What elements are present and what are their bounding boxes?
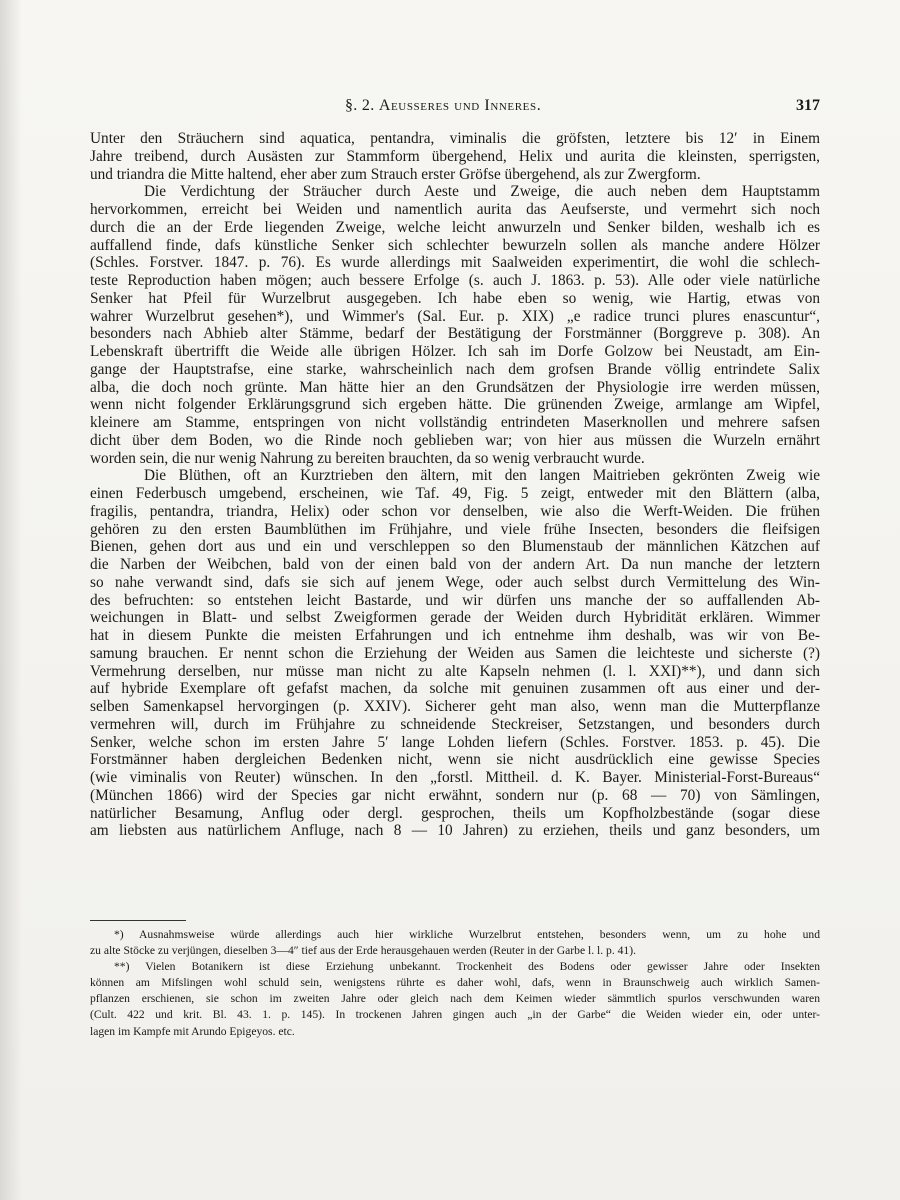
text-line: Vermehrung derselben, nur müsse man nicht zu alte Kapseln nehmen (l. l. XXI)**), und dann sich bbox=[90, 662, 820, 680]
text-line: worden sein, die nur wenig Nahrung zu bereiten brauchten, da so wenig verbraucht wurde. bbox=[90, 449, 645, 467]
footnotes bbox=[90, 920, 820, 1040]
text-line: am liebsten aus natürlichem Anfluge, nach 8 — 10 Jahren) zu erziehen, theils und ganz besonders, um bbox=[90, 822, 820, 840]
text-line: Jahre treibend, durch Ausästen zur Stammform übergehend, Helix und aurita die kleinsten, sperrigsten, bbox=[90, 147, 820, 165]
footnote-line: zu alte Stöcke zu verjüngen, dieselben 3—4″ tief aus der Erde herausgehauen werden (Reuter in der Garbe l. l. p. 41). bbox=[90, 944, 636, 958]
text-line: einen Federbusch umgebend, erscheinen, wie Taf. 49, Fig. 5 zeigt, entweder mit den Blättern (alba, bbox=[90, 485, 820, 502]
text-line: so nahe verwandt sind, dafs sie sich auf jenem Wege, oder auch selbst durch Vermittelung des Win- bbox=[90, 573, 820, 591]
text-line: Senker hat Pfeil für Wurzelbrut ausgegeben. Ich habe eben so wenig, wie Hartig, etwas von bbox=[90, 289, 820, 307]
text-line: weichungen in Blatt- und selbst Zweigformen gerade der Weiden durch Hybridität erklären. Wimmer bbox=[90, 609, 820, 627]
footnote-line: (Cult. 422 und krit. Bl. 43. 1. p. 145). In trockenen Jahren gingen auch „in der Garbe“ die Weiden wieder ein, oder unter- bbox=[90, 1008, 820, 1022]
text-line: hervorkommen, erreicht bei Weiden und namentlich aurita das Aeufserste, und vermehrt sich noch bbox=[90, 201, 820, 218]
text-line: Lebenskraft übertrifft die Weide alle übrigen Hölzer. Ich sah im Dorfe Golzow bei Neustadt, am Ein- bbox=[90, 343, 820, 360]
footnote-line: *) Ausnahmsweise würde allerdings auch hier wirkliche Wurzelbrut entstehen, besonders wenn, um zu hohe und bbox=[114, 928, 820, 941]
text-line: kleinere am Stamme, entspringen von nicht vollständig entrindeten Maserknollen und mehrere safsen bbox=[90, 414, 820, 431]
text-line: auffallend finde, dafs künstliche Senker sich schlechter bewurzeln sollen als manche andere Hölzer bbox=[90, 236, 820, 254]
text-line: dicht über dem Boden, wo die Rinde noch geblieben war; von hier aus müssen die Wurzeln ernährt bbox=[90, 431, 820, 449]
running-title bbox=[345, 97, 541, 115]
text-line: gange der Hauptstrafse, eine starke, wahrscheinlich nach dem grofsen Brande völlig entrindete Salix bbox=[90, 360, 820, 378]
text-line: durch die an der Erde liegenden Zweige, welche leicht anwurzeln und Senker bilden, weshalb ich es bbox=[90, 218, 820, 236]
text-line: Forstmänner haben dergleichen Bedenken nicht, wenn sie nicht ausdrücklich eine gewisse Species bbox=[90, 751, 820, 769]
text-line: natürlicher Besamung, Anflug oder dergl. gesprochen, theils um Kopfholzbestände (sogar diese bbox=[90, 804, 820, 822]
section-title: Aeusseres und Inneres. bbox=[378, 97, 542, 114]
text-line: teste Reproduction haben mögen; auch bessere Erfolge (s. auch J. 1863. p. 53). Alle oder viele natürliche bbox=[90, 272, 820, 289]
text-line: Bienen, gehen dort aus und ein und verschleppen so den Blumenstaub der männlichen Kätzchen auf bbox=[90, 538, 820, 556]
footnote-line: **) Vielen Botanikern ist diese Erziehung unbekannt. Trockenheit des Bodens oder gewisser Jahre oder Insekten bbox=[114, 960, 820, 974]
footnote-line: lagen im Kampfe mit Arundo Epigeyos. etc. bbox=[90, 1024, 295, 1038]
text-line: (Schles. Forstver. 1847. p. 76). Es wurde allerdings mit Saalweiden experimentirt, die wohl die schlech- bbox=[90, 254, 820, 272]
text-line: die Narben der Weibchen, bald von der einen bald von der andern Art. Da nun manche der letztern bbox=[90, 556, 820, 573]
page-gutter-shadow bbox=[0, 0, 22, 1200]
text-line: wahrer Wurzelbrut gesehen*), und Wimmer's (Sal. Eur. p. XIX) „e radice trunci plures enascuntur“, bbox=[90, 307, 820, 325]
text-line: vermehren will, durch im Frühjahre zu schneidende Steckreiser, Setzstangen, und besonders durch bbox=[90, 715, 820, 733]
text-line: Die Blüthen, oft an Kurztrieben den ältern, mit den langen Maitrieben gekrönten Zweig wie bbox=[144, 467, 820, 485]
text-line: (wie viminalis von Reuter) wünschen. In den „forstl. Mittheil. d. K. Bayer. Ministerial-Forst-Bureaus“ bbox=[90, 769, 820, 786]
page-number: 317 bbox=[796, 97, 820, 114]
footnote-rule bbox=[90, 920, 186, 921]
text-line: gehören zu den ersten Baumblüthen im Frühjahre, und viele frühe Insecten, besonders die fleifsigen bbox=[90, 520, 820, 538]
main-text bbox=[90, 130, 820, 840]
text-line: wenn nicht folgender Erklärungsgrund sich ergeben hätte. Die grünenden Zweige, armlange am Wipfel, bbox=[90, 396, 820, 414]
text-line: besonders nach Abhieb alter Stämme, bedarf der Bestätigung der Forstmänner (Borggreve p. 308). An bbox=[90, 325, 820, 343]
text-line: Die Verdichtung der Sträucher durch Aeste und Zweige, die auch neben dem Hauptstamm bbox=[144, 183, 820, 201]
text-line: fragilis, pentandra, triandra, Helix) oder schon vor denselben, wie also die Werft-Weiden. Die frühen bbox=[90, 502, 820, 520]
text-line: des befruchten: so entstehen leicht Bastarde, und wir dürfen uns manche der so auffallenden Ab- bbox=[90, 591, 820, 609]
text-line: auf hybride Exemplare oft gefafst machen, da solche mit genuinen zusammen oft aus einer und der- bbox=[90, 680, 820, 698]
footnote-line: pflanzen erschienen, sie schon im zweiten Jahre oder gleich nach dem Keimen wieder sämmtlich spurlos verschwunden waren bbox=[90, 992, 820, 1006]
text-line: selben Samenkapsel hervorgingen (p. XXIV). Sicherer geht man also, wenn man die Mutterpflanze bbox=[90, 698, 820, 715]
text-line: alba, die doch noch grünte. Man hätte hier an den Grundsätzen der Physiologie irre werden müssen, bbox=[90, 378, 820, 396]
text-line: (München 1866) wird der Species gar nicht erwähnt, sondern nur (p. 68 — 70) von Sämlingen, bbox=[90, 786, 820, 804]
text-line: Senker, welche schon im ersten Jahre 5′ lange Lohden liefern (Schles. Forstver. 1853. p. 45). Die bbox=[90, 733, 820, 751]
text-line: hat in diesem Punkte die meisten Erfahrungen und ich entnehme ihm deshalb, was wir von Be- bbox=[90, 627, 820, 644]
text-line: Unter den Sträuchern sind aquatica, pentandra, viminalis die gröfsten, letztere bis 12′ in Einem bbox=[90, 130, 820, 147]
text-line: samung brauchen. Er nennt schon die Erziehung der Weiden aus Samen die leichteste und sicherste (?) bbox=[90, 644, 820, 662]
footnote-line: können am Mifslingen wohl schuld sein, wenigstens rührte es daher wohl, dafs, wenn in Braunschweig auch wirklich Samen- bbox=[90, 976, 820, 990]
section-number: §. 2. bbox=[345, 97, 375, 114]
running-header bbox=[90, 97, 820, 121]
text-line: und triandra die Mitte haltend, eher aber zum Strauch erster Gröfse übergehend, als zur Zwergform. bbox=[90, 165, 701, 183]
